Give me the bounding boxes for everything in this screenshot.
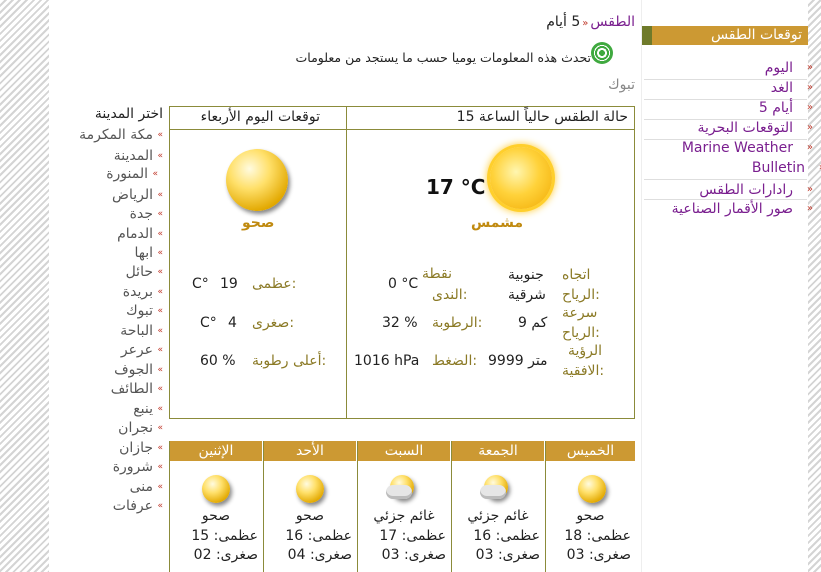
sidebar-divider (644, 179, 807, 180)
sidebar-title-accent (642, 26, 652, 45)
humidity-label: الرطوبة: (432, 315, 483, 331)
forecast-max-value: 17 (379, 528, 398, 544)
sidebar-item-today[interactable]: اليوم » (765, 59, 793, 77)
sidebar-item-marine-bulletin-line2[interactable]: Bulletin » (752, 159, 805, 177)
forecast-day-name: الخميس (546, 441, 635, 461)
forecast-condition: غائم جزئي (467, 508, 529, 524)
today-condition: صحو (242, 215, 275, 231)
forecast-min-label: صغرى: (215, 547, 258, 563)
city-link-sharurah[interactable]: شرورة « (113, 459, 153, 475)
city-link-albaha[interactable]: الباحة « (120, 323, 153, 339)
city-link-buraidah[interactable]: بريدة « (123, 284, 153, 300)
dew-point-label-2: الندى: (432, 287, 468, 303)
five-day-forecast (169, 441, 635, 572)
city-link-mina[interactable]: منى « (130, 479, 153, 495)
city-link-taif[interactable]: الطائف « (111, 381, 153, 397)
forecast-max-value: 16 (473, 528, 492, 544)
wind-direction-label-2: الرياح: (562, 287, 600, 303)
city-link-madinah-line2[interactable]: المنورة « (106, 166, 148, 182)
forecast-max-label: عظمى: (213, 528, 258, 544)
min-temp-unit: C° (200, 315, 217, 331)
decorative-stripe-left (0, 0, 49, 572)
forecast-min (450, 547, 540, 563)
forecast-min-value: 03 (566, 547, 585, 563)
visibility-label: الرؤية (568, 343, 603, 359)
city-link-arar[interactable]: عرعر « (121, 342, 153, 358)
sun-icon (490, 147, 552, 209)
forecast-max-value: 15 (191, 528, 210, 544)
info-target-icon (591, 42, 613, 64)
sun-icon (578, 475, 606, 503)
max-temp-unit: C° (192, 276, 209, 292)
humidity-value: 32 % (382, 315, 418, 331)
city-link-arafat[interactable]: عرفات « (113, 498, 153, 514)
pressure-label: الضغط: (432, 353, 478, 369)
forecast-day-name: الجمعة (452, 441, 544, 461)
box-divider (346, 107, 347, 418)
forecast-max-label: عظمى: (401, 528, 446, 544)
forecast-min (168, 547, 258, 563)
today-forecast-header: توقعات اليوم الأربعاء (200, 109, 320, 125)
forecast-min-value: 04 (287, 547, 306, 563)
forecast-min (356, 547, 446, 563)
min-temp-value: 4 (228, 315, 237, 331)
forecast-day-name: السبت (358, 441, 450, 461)
forecast-max (262, 528, 352, 544)
update-note: تحدث هذه المعلومات يوميا حسب ما يستجد من معلومات (295, 50, 591, 65)
forecast-condition: صحو (576, 508, 605, 524)
forecast-condition: غائم جزئي (373, 508, 435, 524)
sidebar-item-radars[interactable]: رادارات الطقس » (699, 181, 793, 199)
forecast-min-value: 02 (193, 547, 212, 563)
sidebar-title (642, 26, 808, 45)
sidebar-item-tomorrow[interactable]: الغد » (771, 79, 793, 97)
current-temperature: 17 °C (426, 175, 486, 199)
min-temp-label: صغرى: (252, 315, 295, 331)
forecast-max (356, 528, 446, 544)
forecast-day-column (169, 441, 262, 572)
city-link-jazan[interactable]: جازان « (119, 440, 153, 456)
forecast-day-column (357, 441, 450, 572)
selected-city-title: تبوك (608, 77, 635, 93)
forecast-day-column (263, 441, 356, 572)
city-link-hail[interactable]: حائل « (126, 264, 153, 280)
max-temp-label: عظمى: (252, 276, 297, 292)
visibility-value: 9999 متر (488, 353, 548, 369)
cloud-icon (386, 485, 412, 499)
forecast-day-name: الأحد (264, 441, 356, 461)
dew-point-label: نقطة (422, 266, 452, 282)
city-list-title: اختر المدينة (94, 106, 163, 122)
city-link-makkah[interactable]: مكة المكرمة « (79, 127, 153, 143)
city-link-yanbu[interactable]: ينبع « (133, 401, 153, 417)
sun-icon (296, 475, 324, 503)
forecast-condition: صحو (201, 508, 231, 524)
forecast-max-label: عظمى: (586, 528, 631, 544)
sidebar-title-text: توقعات الطقس (710, 27, 802, 43)
city-link-najran[interactable]: نجران « (118, 420, 153, 436)
forecast-max-label: عظمى: (495, 528, 540, 544)
breadcrumb-home-link[interactable]: الطقس (590, 14, 635, 30)
forecast-max-value: 16 (285, 528, 304, 544)
cloud-icon (480, 485, 506, 499)
city-link-aljouf[interactable]: الجوف « (114, 362, 153, 378)
forecast-min (262, 547, 352, 563)
forecast-max (450, 528, 540, 544)
forecast-day-column (451, 441, 544, 572)
sidebar-item-5days[interactable]: 5 أيام » (759, 99, 793, 117)
sidebar-item-satellite[interactable]: صور الأقمار الصناعية » (672, 200, 793, 218)
wind-speed-label: سرعة (562, 305, 598, 321)
visibility-label-2: الافقية: (562, 363, 605, 379)
city-link-jeddah[interactable]: جدة « (130, 206, 153, 222)
city-link-madinah[interactable]: المدينة « (114, 148, 153, 164)
forecast-day-column (545, 441, 635, 572)
sidebar (641, 0, 807, 572)
forecast-min-value: 03 (381, 547, 400, 563)
forecast-min-value: 03 (475, 547, 494, 563)
forecast-day-name: الإثنين (170, 441, 262, 461)
sidebar-item-marine[interactable]: التوقعات البحرية » (698, 119, 794, 137)
forecast-condition: صحو (295, 508, 325, 524)
breadcrumb-current: 5 أيام (546, 14, 581, 30)
forecast-max (168, 528, 258, 544)
wind-speed-label-2: الرياح: (562, 325, 600, 341)
forecast-min (541, 547, 631, 563)
weather-box (169, 106, 635, 419)
max-temp-value: 19 (220, 276, 238, 292)
breadcrumb-arrow-icon: « (582, 18, 589, 29)
forecast-min-label: صغرى: (403, 547, 446, 563)
max-humidity-value: 60 % (200, 353, 236, 369)
wind-direction-label: اتجاه (562, 267, 591, 283)
forecast-min-label: صغرى: (588, 547, 631, 563)
sun-icon (202, 475, 230, 503)
forecast-max-label: عظمى: (307, 528, 352, 544)
breadcrumb (546, 14, 635, 30)
current-weather-header: حالة الطقس حالياً الساعة 15 (456, 109, 628, 125)
forecast-min-label: صغرى: (497, 547, 540, 563)
max-humidity-label: أعلى رطوبة: (252, 353, 327, 369)
current-condition: مشمس (471, 215, 524, 231)
city-link-dammam[interactable]: الدمام « (117, 226, 153, 242)
city-link-abha[interactable]: ابها « (134, 245, 153, 261)
wind-direction-value-2: شرقية (508, 287, 546, 303)
sun-icon (226, 149, 288, 211)
wind-direction-value: جنوبية (508, 267, 544, 283)
dew-point-value: 0 °C (388, 276, 419, 292)
forecast-max (541, 528, 631, 544)
sidebar-item-marine-bulletin[interactable]: Marine Weather » (682, 139, 793, 157)
forecast-min-label: صغرى: (309, 547, 352, 563)
pressure-value: 1016 hPa (354, 353, 420, 369)
wind-speed-value: 9 كم (518, 315, 548, 331)
box-divider (170, 129, 634, 130)
city-link-riyadh[interactable]: الرياض « (112, 187, 153, 203)
forecast-max-value: 18 (564, 528, 583, 544)
city-link-tabuk[interactable]: تبوك « (126, 303, 153, 319)
